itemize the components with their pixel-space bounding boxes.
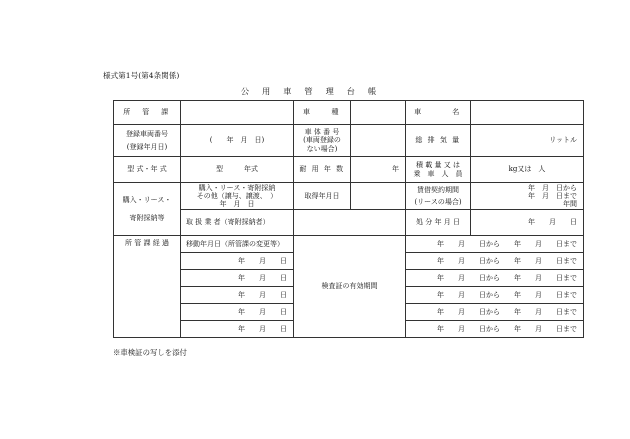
lease-value-line3: 年間 [563, 200, 577, 209]
vehicle-type-label: 車 種 [294, 101, 351, 125]
model-year-value[interactable]: 型 年式 [181, 157, 294, 183]
inspection-period-row[interactable] [406, 321, 584, 338]
period-from: 年 月 日から [437, 256, 500, 265]
service-life-value[interactable]: 年 [351, 157, 406, 183]
registration-number-label [114, 125, 181, 157]
displacement-value[interactable]: リットル [471, 125, 584, 157]
acquisition-method-line3: 年 月 日 [219, 200, 255, 209]
inspection-period-row[interactable] [406, 253, 584, 270]
form-number-label: 様式第1号(第4条関係) [103, 71, 180, 80]
capacity-value[interactable]: kg又は 人 [471, 157, 584, 183]
vehicle-name-value[interactable] [471, 101, 584, 125]
period-to: 年 月 日まで [514, 307, 577, 316]
period-to: 年 月 日まで [514, 256, 577, 265]
table-row [114, 157, 584, 183]
transfer-date-cell[interactable]: 年 月 日 [181, 287, 294, 304]
transfer-date-cell[interactable]: 年 月 日 [181, 253, 294, 270]
transfer-date-cell[interactable]: 年 月 日 [181, 270, 294, 287]
period-from: 年 月 日から [437, 307, 500, 316]
transfer-date-header: 移動年月日（所管課の変更等） [181, 236, 294, 253]
acquisition-date-label: 取得年月日 [294, 183, 351, 210]
table-row [114, 101, 584, 125]
acquisition-method-line2: その他（譲与、譲渡、 ） [196, 191, 278, 200]
footnote: ※車検証の写しを添付 [113, 348, 187, 357]
capacity-label [406, 157, 471, 183]
period-from: 年 月 日から [437, 290, 500, 299]
chassis-number-label [294, 125, 351, 157]
acquisition-method-value[interactable] [181, 183, 294, 210]
dealer-value[interactable] [294, 210, 406, 236]
period-to: 年 月 日まで [514, 324, 577, 333]
lease-label-line2: (リースの場合) [414, 198, 462, 206]
inspection-period-row[interactable] [406, 236, 584, 253]
chassis-label-line1: 車 体 番 号 [304, 128, 340, 137]
period-from: 年 月 日から [437, 273, 500, 282]
period-to: 年 月 日まで [514, 290, 577, 299]
period-to: 年 月 日まで [514, 273, 577, 282]
period-from: 年 月 日から [437, 324, 500, 333]
table-row [114, 236, 584, 253]
acquisition-label-line1: 購入・リース・ [122, 196, 172, 205]
chassis-label-line3: ない場合) [306, 144, 338, 153]
lease-label-line1: 賃借契約期間 [417, 185, 459, 194]
lease-period-label [406, 183, 471, 210]
acquisition-method-line1: 購入・リース・寄附採納 [198, 183, 276, 192]
chassis-label-line2: (車両登録の [303, 136, 341, 145]
inspection-validity-label: 検査証の有効期間 [294, 236, 406, 338]
inspection-period-row[interactable] [406, 287, 584, 304]
lease-period-value[interactable] [471, 183, 584, 210]
capacity-label-line1: 積 載 量 又 は [416, 161, 460, 170]
dealer-label: 取 扱 業 者（寄附採納者） [181, 210, 294, 236]
registration-label-line2: (登録年月日) [126, 143, 168, 151]
document-title: 公用車管理台帳 [240, 86, 390, 96]
transfer-date-cell[interactable]: 年 月 日 [181, 321, 294, 338]
department-label: 所 管 課 [114, 101, 181, 125]
acquisition-date-value[interactable] [351, 183, 406, 210]
vehicle-type-value[interactable] [351, 101, 406, 125]
acquisition-label [114, 183, 181, 236]
acquisition-label-line2: 寄附採納等 [129, 213, 165, 222]
department-history-label: 所 管 課 経 過 [114, 236, 181, 338]
vehicle-name-label: 車 名 [406, 101, 471, 125]
registration-label-line1: 登録車両番号 [126, 129, 168, 138]
table-row [114, 125, 584, 157]
displacement-label: 総 排 気 量 [406, 125, 471, 157]
model-year-label: 型 式・年 式 [114, 157, 181, 183]
disposal-date-label: 処 分 年 月 日 [406, 210, 471, 236]
disposal-date-value[interactable]: 年 月 日 [471, 210, 584, 236]
service-life-label: 耐 用 年 数 [294, 157, 351, 183]
lease-value-line1: 年 月 日から [528, 183, 577, 192]
lease-value-line2: 年 月 日まで [528, 191, 577, 200]
chassis-number-value[interactable] [351, 125, 406, 157]
transfer-date-cell[interactable]: 年 月 日 [181, 304, 294, 321]
capacity-label-line2: 乗 車 人 員 [413, 169, 463, 178]
inspection-period-row[interactable] [406, 304, 584, 321]
inspection-period-row[interactable] [406, 270, 584, 287]
table-row [114, 210, 584, 236]
vehicle-ledger-table [113, 100, 584, 338]
table-row [114, 183, 584, 210]
period-to: 年 月 日まで [514, 239, 577, 248]
period-from: 年 月 日から [437, 239, 500, 248]
department-value[interactable] [181, 101, 294, 125]
registration-date-value[interactable]: ( 年 月 日) [181, 125, 294, 157]
